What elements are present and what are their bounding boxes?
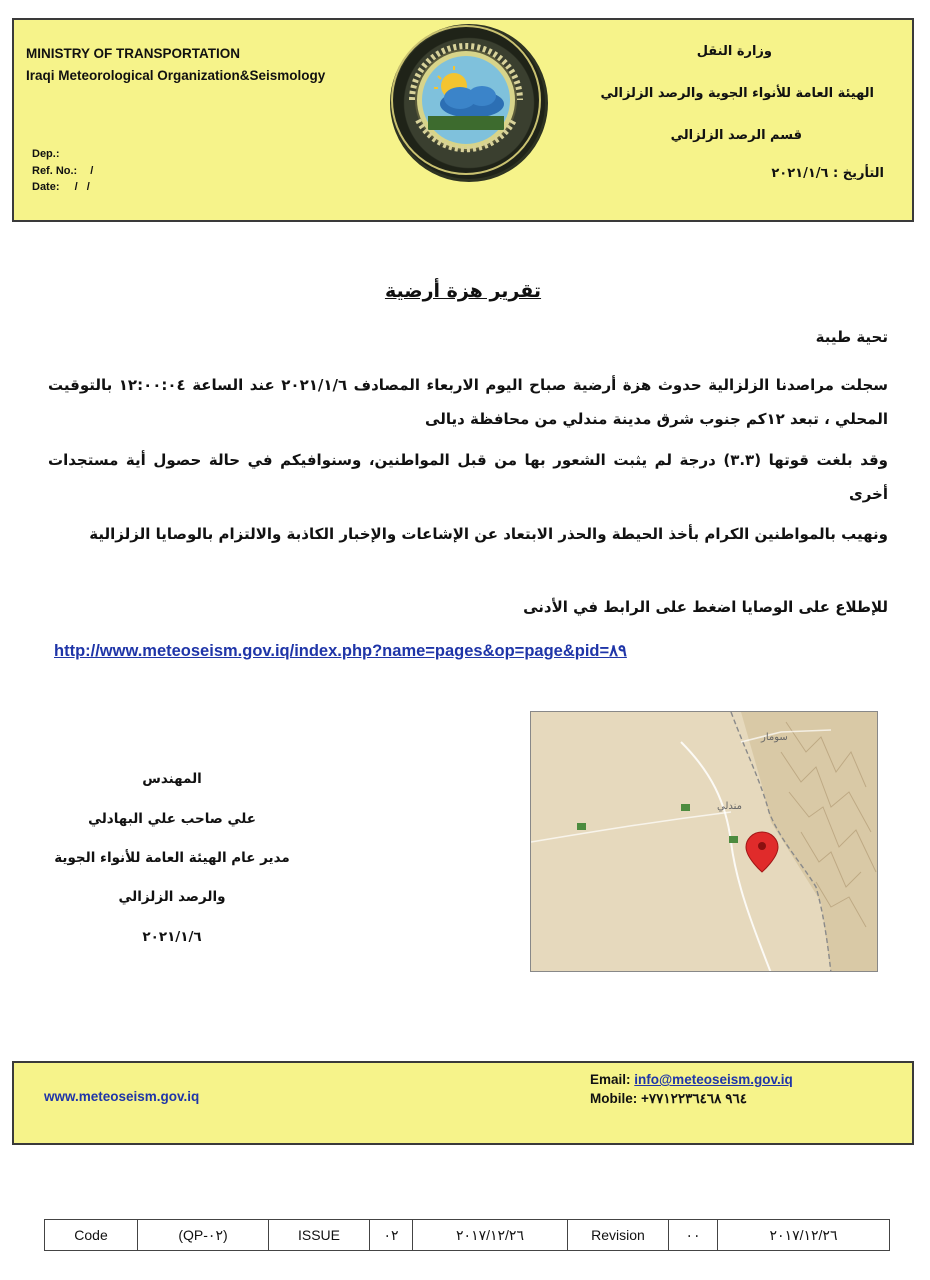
signature-name: علي صاحب علي البهادلي bbox=[88, 811, 256, 827]
organization-name-en: Iraqi Meteorological Organization&Seismology bbox=[26, 68, 326, 83]
department-name-ar: قسم الرصد الزلزالي bbox=[670, 128, 802, 143]
footer-mobile-line bbox=[590, 1091, 747, 1107]
document-control-row bbox=[45, 1220, 890, 1251]
mobile-label: Mobile: bbox=[590, 1091, 638, 1106]
email-label: Email: bbox=[590, 1072, 631, 1087]
date-value: / / bbox=[74, 181, 90, 193]
map-label-town: مندلي bbox=[717, 801, 743, 812]
paragraph-link-instruction: للإطلاع على الوصايا اضغط على الرابط في الأدنى bbox=[523, 598, 888, 616]
paragraph-advisory: ونهيب بالمواطنين الكرام بأخذ الحيطة والحذر الابتعاد عن الإشاعات والإخبار الكاذبة والالتزام بالوصايا الزلزالية bbox=[89, 525, 888, 543]
paragraph-magnitude: وقد بلغت قوتها (٣.٣) درجة لم يثبت الشعور بها من قبل المواطنين، وسنوافيكم في حالة حصول أية مستجدات أخرى bbox=[48, 451, 889, 503]
ref-field bbox=[32, 165, 93, 177]
issue-value: ٠٢ bbox=[370, 1220, 413, 1251]
issue-date: ٢٠١٧/١٢/٢٦ bbox=[413, 1220, 568, 1251]
ref-label: Ref. No.: bbox=[32, 165, 78, 177]
email-link[interactable]: info@meteoseism.gov.iq bbox=[634, 1072, 793, 1087]
report-title: تقرير هزة أرضية bbox=[384, 280, 542, 302]
map-marker-park-icon bbox=[577, 823, 586, 830]
signature-position-line1: مدير عام الهيئة العامة للأنواء الجوية bbox=[54, 850, 290, 866]
ref-value: / bbox=[90, 165, 94, 177]
map-marker-park-icon bbox=[681, 804, 690, 811]
authority-name-ar: الهيئة العامة للأنواء الجوية والرصد الزلزالي bbox=[600, 86, 874, 101]
signature-position-line2: والرصد الزلزالي bbox=[118, 889, 226, 905]
map-label-north: سومار bbox=[761, 732, 788, 743]
ministry-name-en: MINISTRY OF TRANSPORTATION bbox=[26, 46, 240, 61]
ministry-name-ar: وزارة النقل bbox=[696, 44, 772, 59]
document-control-table bbox=[44, 1219, 890, 1251]
issue-label: ISSUE bbox=[269, 1220, 370, 1251]
letter-date-ar: التأريخ : ٢٠٢١/١/٦ bbox=[771, 166, 884, 181]
mobile-number: +٩٦٤ ٧٧١٢٢٣٦٤٦٨ bbox=[641, 1091, 747, 1106]
dep-label: Dep.: bbox=[32, 148, 60, 160]
footer-email-line bbox=[590, 1072, 793, 1087]
signature-date: ٢٠٢١/١/٦ bbox=[142, 929, 202, 945]
code-value: (QP-٠٢) bbox=[138, 1220, 269, 1251]
dep-field bbox=[32, 148, 60, 160]
greeting: تحية طيبة bbox=[815, 328, 888, 346]
footer-website-link[interactable]: www.meteoseism.gov.iq bbox=[44, 1089, 200, 1104]
revision-value: ٠٠ bbox=[669, 1220, 718, 1251]
date-field bbox=[32, 181, 90, 193]
map-marker-park-icon bbox=[729, 836, 738, 843]
code-label: Code bbox=[45, 1220, 138, 1251]
recommendations-link[interactable]: http://www.meteoseism.gov.iq/index.php?name=pages&op=page&pid=٨٩ bbox=[54, 642, 627, 660]
paragraph-event-details: سجلت مراصدنا الزلزالية حدوث هزة أرضية صباح اليوم الاربعاء المصادف ٢٠٢١/١/٦ عند الساعة ١٢:٠٠:٠٤ بالتوقيت المحلي ، تبعد ١٢كم جنوب شرق مدينة مندلي من محافظة ديالى bbox=[48, 376, 889, 428]
letterhead-footer bbox=[12, 1061, 914, 1145]
revision-date: ٢٠١٧/١٢/٢٦ bbox=[718, 1220, 890, 1251]
signature-title: المهندس bbox=[142, 771, 202, 787]
revision-label: Revision bbox=[568, 1220, 669, 1251]
epicenter-map[interactable] bbox=[530, 711, 878, 972]
date-label: Date: bbox=[32, 181, 60, 193]
organization-logo bbox=[390, 24, 548, 182]
